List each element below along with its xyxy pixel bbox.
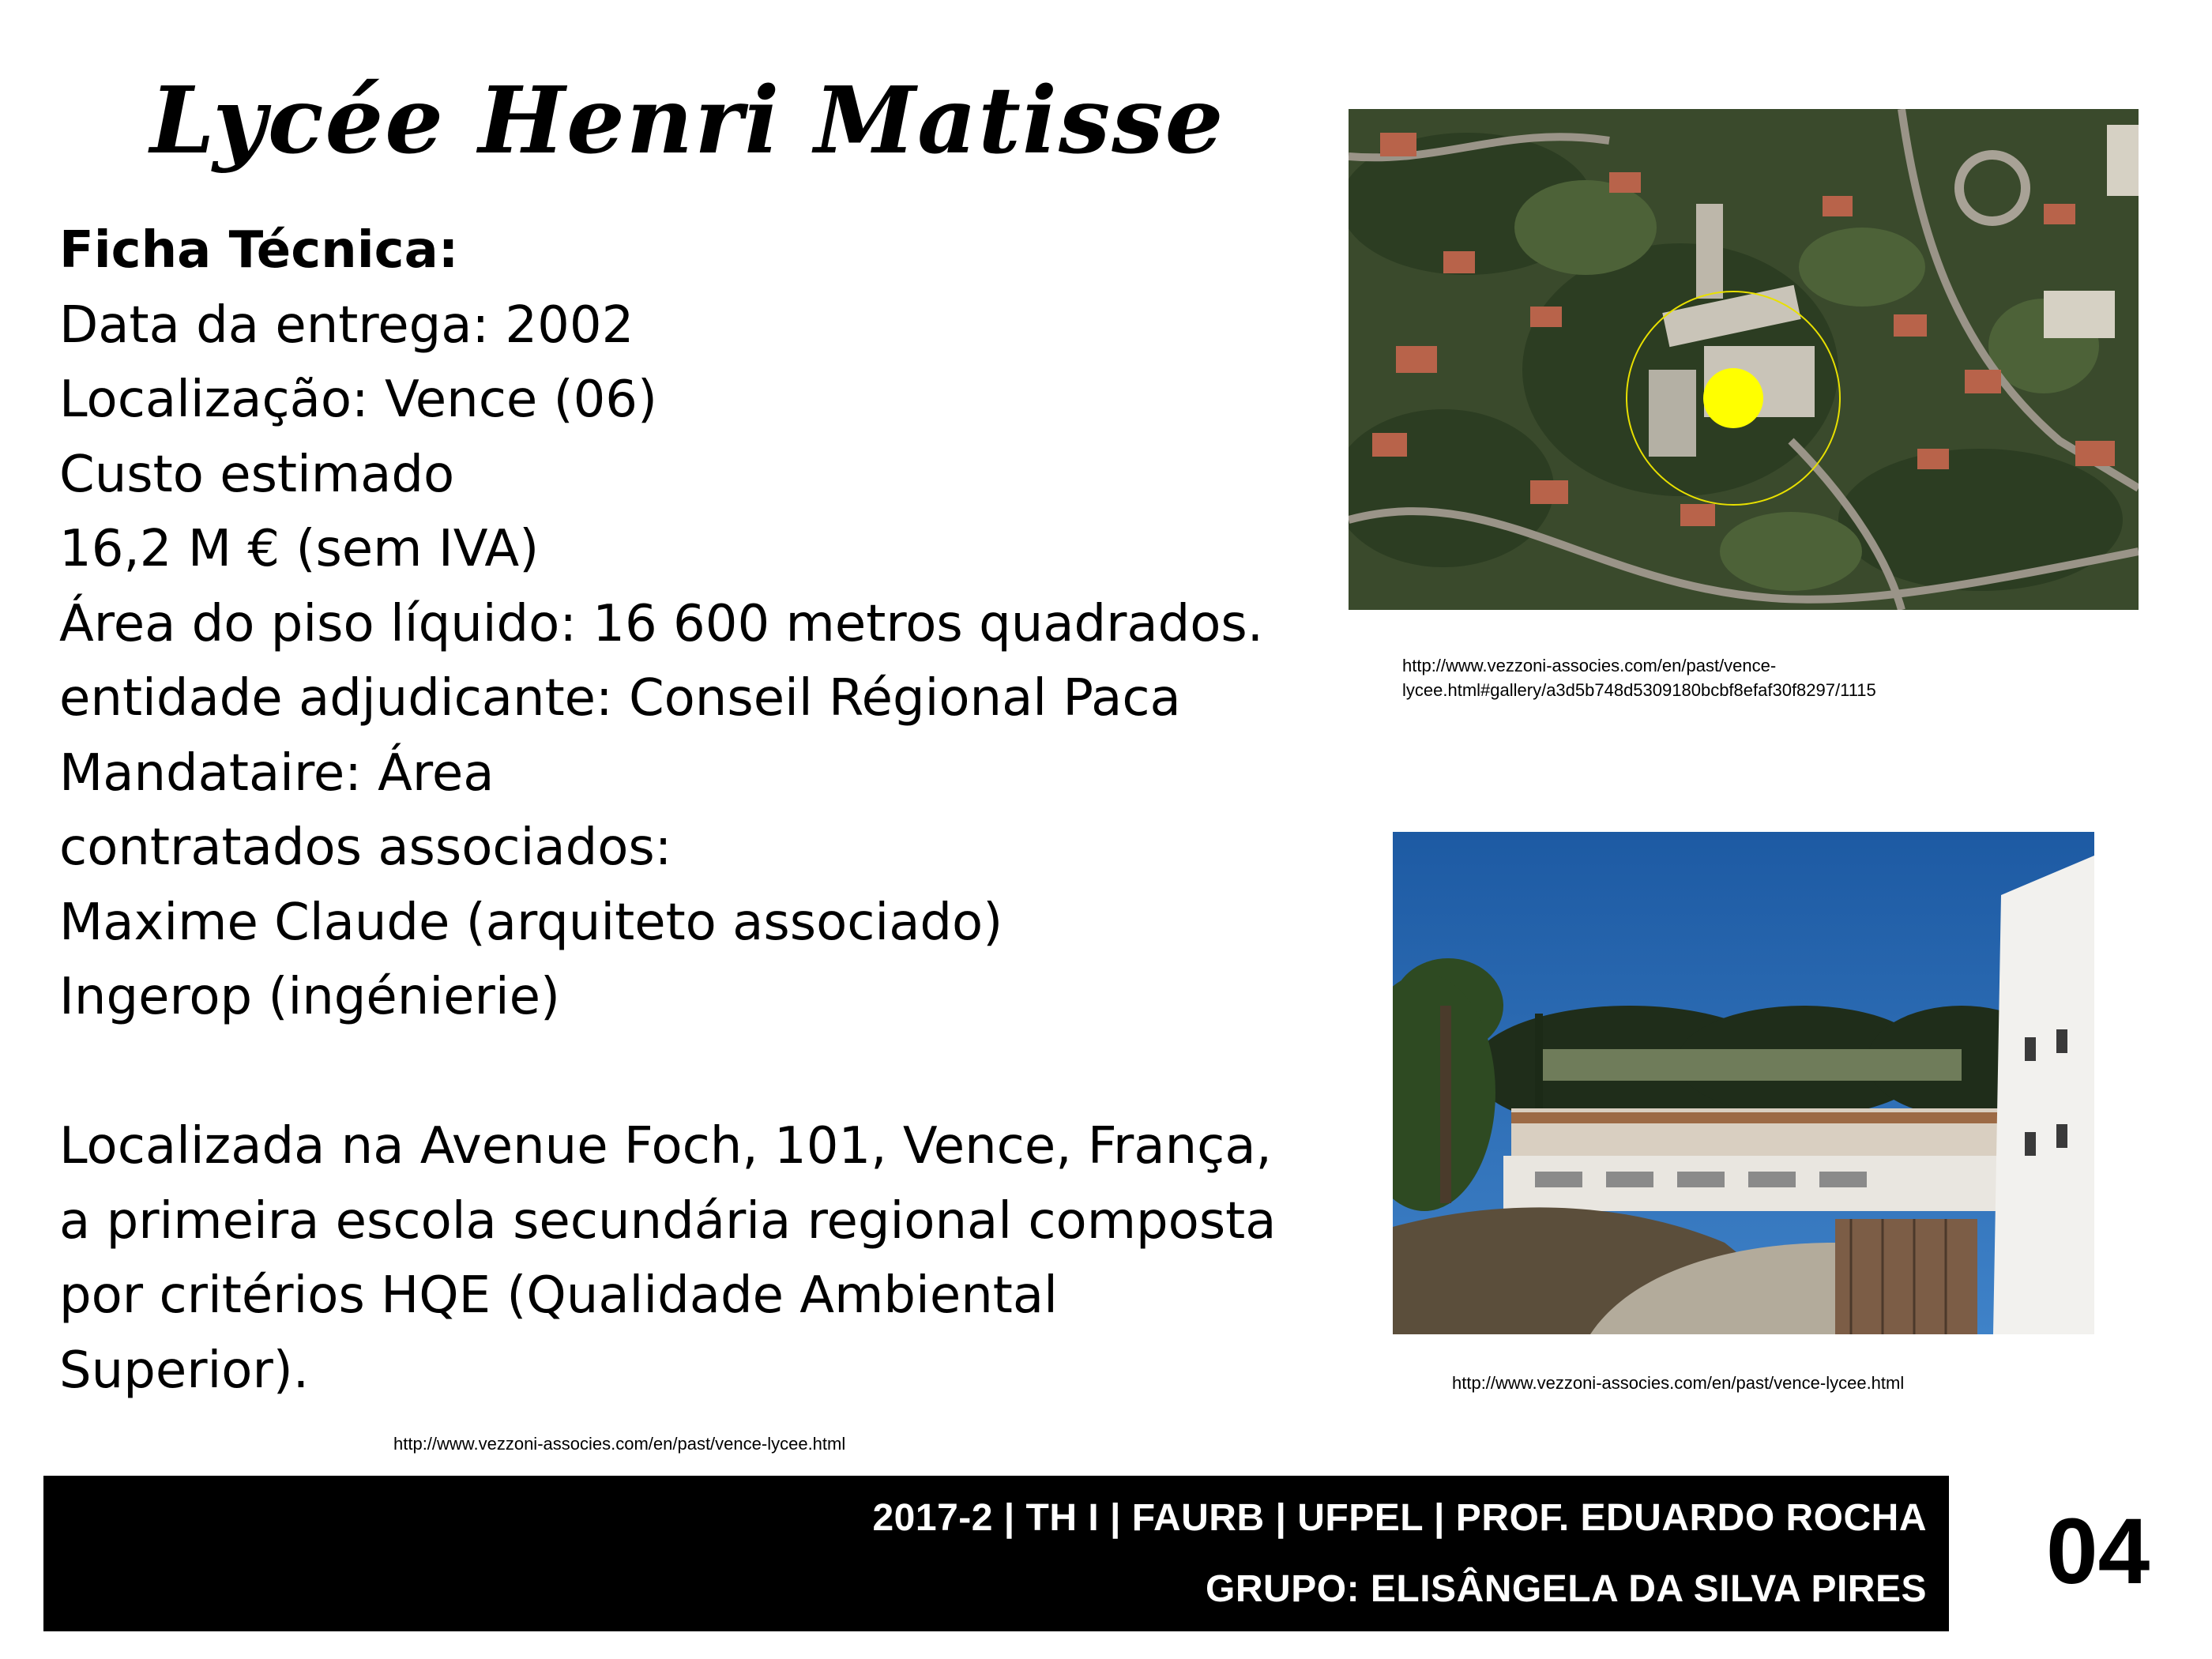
sheet-line-mandataire: Mandataire: Área (59, 743, 495, 803)
page-number: 04 (2046, 1499, 2150, 1604)
footer-group-line: GRUPO: ELISÂNGELA DA SILVA PIRES (1206, 1568, 1927, 1610)
sheet-heading: Ficha Técnica: (59, 221, 459, 280)
footer-course-line: 2017-2 | TH I | FAURB | UFPEL | PROF. EDUARDO ROCHA (872, 1497, 1927, 1539)
footer-bar (43, 1476, 1949, 1631)
aerial-source-link-line2[interactable]: lycee.html#gallery/a3d5b748d5309180bcbf8efaf30f8297/1115 (1402, 680, 1876, 700)
sheet-line-client: entidade adjudicante: Conseil Régional Paca (59, 669, 1181, 728)
aerial-photo (1349, 109, 2139, 610)
school-photo (1393, 832, 2094, 1334)
sheet-line-partners: contratados associados: (59, 818, 672, 877)
sheet-line-cost-label: Custo estimado (59, 445, 455, 504)
description-line: Localizada na Avenue Foch, 101, Vence, França, (59, 1117, 1272, 1176)
description-line: por critérios HQE (Qualidade Ambiental (59, 1266, 1058, 1325)
sheet-line-architect: Maxime Claude (arquiteto associado) (59, 893, 1003, 952)
sheet-line-engineering: Ingerop (ingénierie) (59, 968, 560, 1026)
text-source-link[interactable]: http://www.vezzoni-associes.com/en/past/vence-lycee.html (393, 1434, 846, 1454)
description-line: Superior). (59, 1341, 310, 1400)
description-line: a primeira escola secundária regional composta (59, 1191, 1277, 1251)
sheet-line-location: Localização: Vence (06) (59, 371, 657, 429)
sheet-line-cost-value: 16,2 M € (sem IVA) (59, 520, 540, 578)
page-title: Lycée Henri Matisse (150, 67, 1225, 175)
photo-source-link[interactable]: http://www.vezzoni-associes.com/en/past/vence-lycee.html (1452, 1373, 1905, 1393)
sheet-line-area: Área do piso líquido: 16 600 metros quadrados. (59, 594, 1264, 653)
technical-sheet (59, 213, 1292, 1408)
spacer (59, 1035, 1292, 1110)
sheet-line-delivery: Data da entrega: 2002 (59, 295, 634, 355)
aerial-source-link-line1[interactable]: http://www.vezzoni-associes.com/en/past/vence- (1402, 656, 1777, 675)
